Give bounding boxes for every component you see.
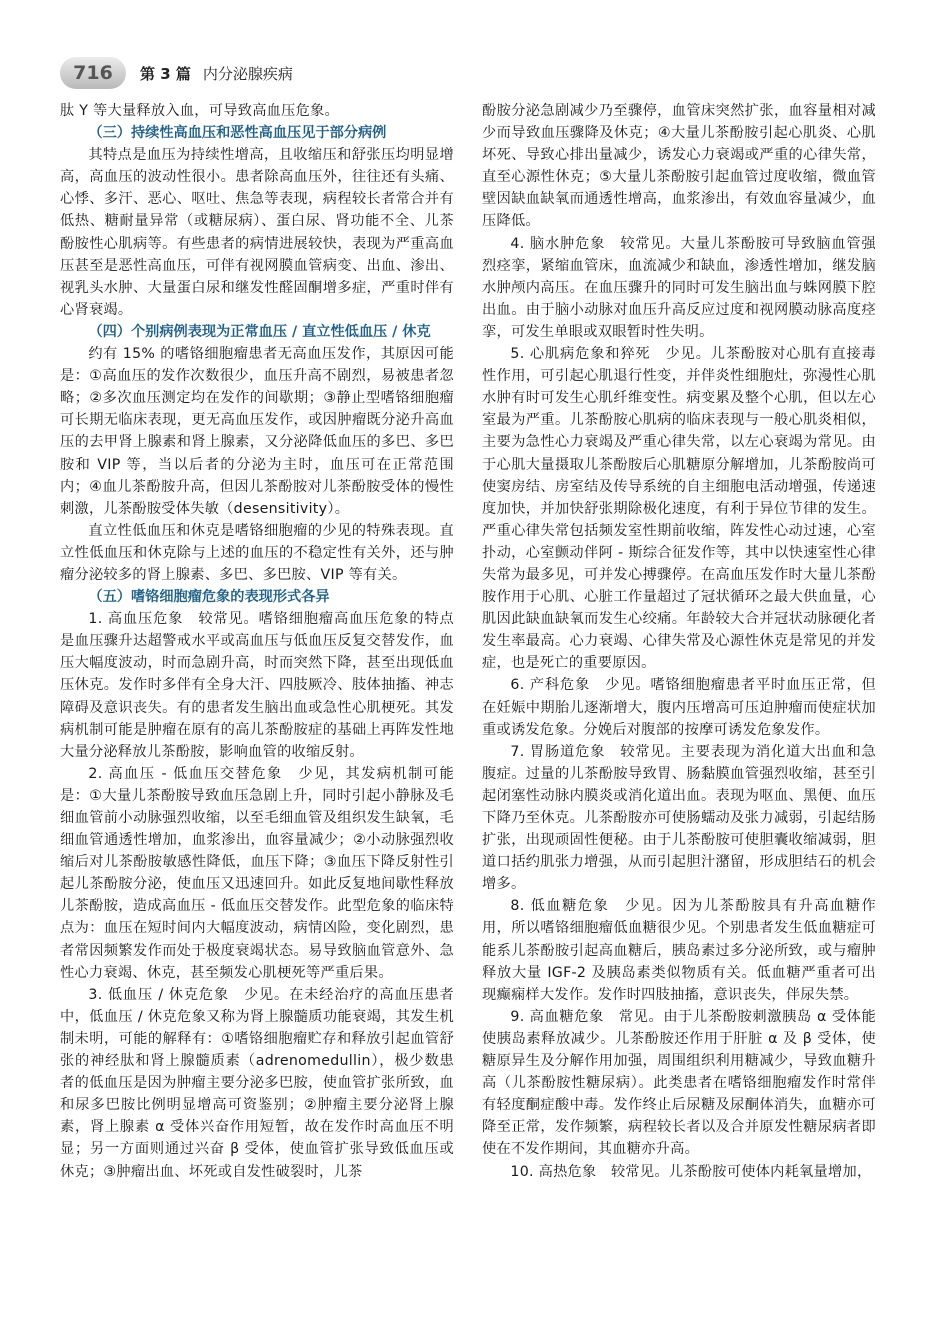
left-column <box>60 100 454 1183</box>
paragraph: 肽 Y 等大量释放入血，可导致高血压危象。 <box>60 103 340 119</box>
paragraph: 4. 脑水肿危象 较常见。大量儿茶酚胺可导致脑血管强烈痉挛，紧缩血管床，血流减少和缺血，渗透性增加，继发脑水肿颅内高压。在血压骤升的同时可发生脑出血与蛛网膜下腔出血。由于脑小动脉对血压升高反应过度和视网膜动脉高度痉挛，可发生单眼或双眼暂时性失明。 <box>482 235 876 340</box>
paragraph: 9. 高血糖危象 常见。由于儿茶酚胺刺激胰岛 α 受体能使胰岛素释放减少。儿茶酚胺还作用于肝脏 α 及 β 受体，使糖原异生及分解作用加强，周围组织利用糖减少，导致血糖升高（儿茶酚胺性糖尿病）。此类患者在嗜铬细胞瘤发作时常伴有轻度酮症酸中毒。发作终止后尿糖及尿酮体消失，血糖亦可降至正常，发作频繁，病程较长者以及合并原发性糖尿病者即使在不发作期间，其血糖亦升高。 <box>482 1008 876 1158</box>
paragraph: 其特点是血压为持续性增高，且收缩压和舒张压均明显增高，高血压的波动性很小。患者除高血压外，往往还有头痛、心悸、多汗、恶心、呕吐、焦急等表现，病程较长者常合并有低热、糖耐量异常（或糖尿病）、蛋白尿、肾功能不全、儿茶酚胺性心肌病等。有些患者的病情进展较快，表现为严重高血压甚至是恶性高血压，可伴有视网膜血管病变、出血、渗出、视乳头水肿、大量蛋白尿和继发性醛固酮增多症，严重时伴有心肾衰竭。 <box>60 147 454 318</box>
paragraph: 2. 高血压 - 低血压交替危象 少见，其发病机制可能是：①大量儿茶酚胺导致血压急剧上升，同时引起小静脉及毛细血管前小动脉强烈收缩，以至毛细血管及组织发生缺氧，毛细血管通透性增加，血浆渗出，血容量减少；②小动脉强烈收缩后对儿茶酚胺敏感性降低，血压下降；③血压下降反射性引起儿茶酚胺分泌，使血压又迅速回升。如此反复地间歇性释放儿茶酚胺，造成高血压 - 低血压交替发作。此型危象的临床特点为：血压在短时间内大幅度波动，病情凶险，变化剧烈，患者常因频繁发作而处于极度衰竭状态。易导致脑血管意外、急性心力衰竭、休克，甚至频发心肌梗死等严重后果。 <box>60 765 454 981</box>
paragraph: 10. 高热危象 较常见。儿茶酚胺可使体内耗氧量增加， <box>510 1163 872 1180</box>
paragraph: 酚胺分泌急剧减少乃至骤停，血管床突然扩张，血容量相对减少而导致血压骤降及休克；④大量儿茶酚胺引起心肌炎、心肌坏死、导致心排出量减少，诱发心力衰竭或严重的心律失常，直至心源性休克；⑤大量儿茶酚胺引起血管过度收缩，微血管壁因缺血缺氧而通透性增高，血浆渗出，有效血容量减少，血压降低。 <box>482 103 876 230</box>
paragraph: 直立性低血压和休克是嗜铬细胞瘤的少见的特殊表现。直立性低血压和休克除与上述的血压的不稳定性有关外，还与肿瘤分泌较多的肾上腺素、多巴、多巴胺、VIP 等有关。 <box>60 522 454 583</box>
paragraph: 6. 产科危象 少见。嗜铬细胞瘤患者平时血压正常，但在妊娠中期胎儿逐渐增大，腹内压增高可压迫肿瘤而使症状加重或诱发危象。分娩后对腹部的按摩可诱发危象发作。 <box>482 677 876 738</box>
right-column <box>482 100 876 1183</box>
paragraph: 3. 低血压 / 休克危象 少见。在未经治疗的高血压患者中，低血压 / 休克危象又称为肾上腺髓质功能衰竭，其发生机制未明，可能的解释有：①嗜铬细胞瘤贮存和释放引起血管舒张的神经肽和肾上腺髓质素（adrenomedullin），极少数患者的低血压是因为肿瘤主要分泌多巴胺，使血管扩张所致，血和尿多巴胺比例明显增高可资鉴别；②肿瘤主要分泌肾上腺素，肾上腺素 α 受体兴奋作用短暂，故在发作时高血压不明显；另一方面则通过兴奋 β 受体，使血管扩张导致低血压或休克；③肿瘤出血、坏死或自发性破裂时，儿茶 <box>60 986 454 1180</box>
paragraph: 1. 高血压危象 较常见。嗜铬细胞瘤高血压危象的特点是血压骤升达超警戒水平或高血压与低血压反复交替发作，血压大幅度波动，时而急剧升高，时而突然下降，甚至出现低血压休克。发作时多伴有全身大汗、四肢厥冷、肢体抽搐、神志障碍及意识丧失。有的患者发生脑出血或急性心肌梗死。其发病机制可能是肿瘤在原有的高儿茶酚胺症的基础上再阵发性地大量分泌释放儿茶酚胺，影响血管的收缩反射。 <box>60 611 454 760</box>
page-header <box>60 56 293 90</box>
paragraph: 7. 胃肠道危象 较常见。主要表现为消化道大出血和急腹症。过量的儿茶酚胺导致胃、肠黏膜血管强烈收缩，甚至引起闭塞性动脉内膜炎或消化道出血。表现为呕血、黑便、血压下降乃至休克。儿茶酚胺亦可使肠蠕动及张力减弱，引起结肠扩张，出现顽固性便秘。由于儿茶酚胺可使胆囊收缩减弱，胆道口括约肌张力增强，从而引起胆汁潴留，形成胆结石的机会增多。 <box>482 743 876 893</box>
section-heading: （四）个别病例表现为正常血压 / 直立性低血压 / 休克 <box>88 323 431 340</box>
section-heading: （三）持续性高血压和恶性高血压见于部分病例 <box>88 125 387 142</box>
paragraph: 约有 15% 的嗜铬细胞瘤患者无高血压发作，其原因可能是：①高血压的发作次数很少，血压升高不剧烈，易被患者忽略；②多次血压测定均在发作的间歇期；③静止型嗜铬细胞瘤可长期无临床表现，更无高血压发作，或因肿瘤既分泌升高血压的去甲肾上腺素和肾上腺素，又分泌降低血压的多巴、多巴胺和 VIP 等，当以后者的分泌为主时，血压可在正常范围内；④血儿茶酚胺升高，但因儿茶酚胺对儿茶酚胺受体的慢性刺激，儿茶酚胺受体失敏（desensitivity）。 <box>60 346 454 517</box>
chapter-label: 第 3 篇 <box>140 64 191 83</box>
page-number: 716 <box>60 57 126 89</box>
paragraph: 8. 低血糖危象 少见。因为儿茶酚胺具有升高血糖作用，所以嗜铬细胞瘤低血糖很少见。个别患者发生低血糖症可能系儿茶酚胺引起高血糖后，胰岛素过多分泌所致，或与瘤肿释放大量 IGF-2 及胰岛素类似物质有关。低血糖严重者可出现癫痫样大发作。发作时四肢抽搐，意识丧失，伴尿失禁。 <box>482 898 876 1003</box>
chapter-title: 内分泌腺疾病 <box>202 64 293 83</box>
paragraph: 5. 心肌病危象和猝死 少见。儿茶酚胺对心肌有直接毒性作用，可引起心肌退行性变，并伴炎性细胞灶，弥漫性心肌水肿有时可发生心肌纤维变性。病变累及整个心肌，但以左心室最为严重。儿茶酚胺心肌病的临床表现与一般心肌炎相似，主要为急性心力衰竭及严重心律失常，以左心衰竭为常见。由于心肌大量摄取儿茶酚胺后心肌糖原分解增加，儿茶酚胺尚可使窦房结、房室结及传导系统的自主细胞电活动增强，传递速度加快，并加快舒张期除极化速度，有利于异位节律的发生。严重心律失常包括频发室性期前收缩，阵发性心动过速，心室扑动，心室颤动伴阿 - 斯综合征发作等，其中以快速室性心律失常为最多见，可并发心搏骤停。在高血压发作时大量儿茶酚胺作用于心肌、心脏工作量超过了冠状循环之最大供血量，心肌因此缺血缺氧而发生心绞痛。年龄较大合并冠状动脉硬化者发生率最高。心力衰竭、心律失常及心源性休克是常见的并发症，也是死亡的重要原因。 <box>482 346 876 672</box>
section-heading: （五）嗜铬细胞瘤危象的表现形式各异 <box>88 589 330 606</box>
